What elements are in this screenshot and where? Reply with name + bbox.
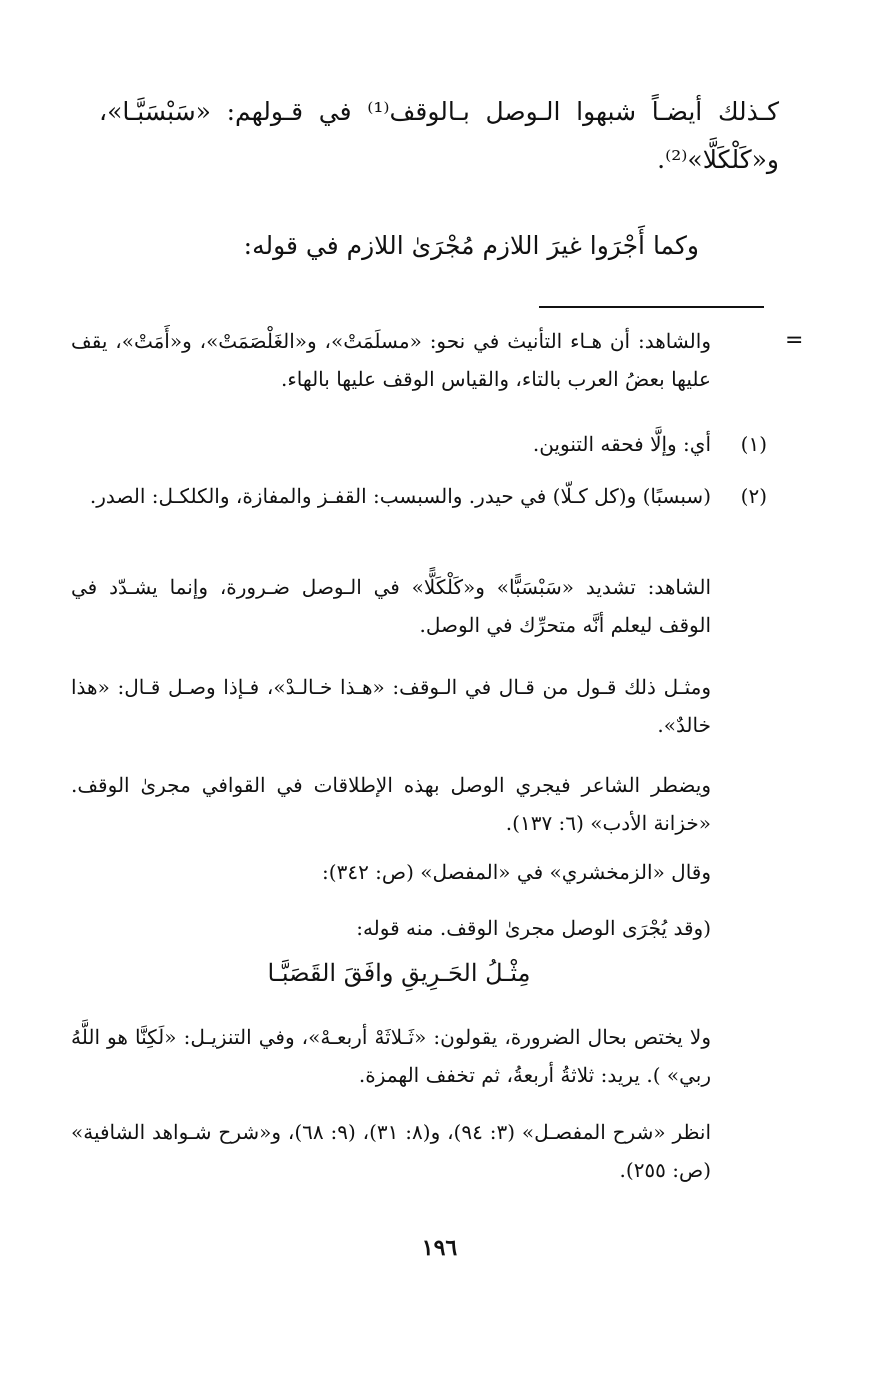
footnote-2-mithl: ومثـل ذلك قـول من قـال في الـوقف: «هـذا خـالـدْ»، فـإذا وصـل قـال: «هذا خالدٌ». <box>71 675 711 737</box>
footnote-separator <box>539 306 764 308</box>
footnote-1-text: أي: وإلَّا فحقه التنوين. <box>532 432 711 456</box>
footnote-2-la-yakhtass: ولا يختص بحال الضرورة، يقولون: «ثَـلاثَهْ أربعـهْ»، وفي التنزيـل: «لَكِنَّا هو اللَّهُ ربي» ). يريد: ثلاثةُ أربعةُ، ثم تخفف الهمزة. <box>71 1025 711 1087</box>
footnote-1-number: (١) <box>740 432 767 456</box>
footnote-shahid-previous: والشاهد: أن هـاء التأنيث في نحو: «مسلَمَتْ»، و«الغَلْصَمَتْ»، و«أَمَتْ»، يقف عليها بعضُ العرب بالتاء، والقياس الوقف عليها بالهاء. <box>71 329 711 391</box>
main-paragraph-2: وكما أَجْرَوا غيرَ اللازم مُجْرَىٰ اللازم في قوله: <box>243 231 699 260</box>
footnote-2-verse: مِثْـلُ الحَـرِيقِ وافَقَ القَصَبَّـا <box>267 959 531 987</box>
continuation-mark: = <box>785 328 804 353</box>
footnote-2-zamakhshari: وقال «الزمخشري» في «المفصل» (ص: ٣٤٢): <box>322 860 711 884</box>
page-number: ١٩٦ <box>421 1235 458 1261</box>
footnote-2-yadtar: ويضطر الشاعر فيجري الوصل بهذه الإطلاقات في القوافي مجرىٰ الوقف. «خزانة الأدب» (٦: ١٣٧). <box>71 773 711 835</box>
footnote-2-text: (سبسبًا) و(كل كـلّا) في حيدر. والسبسب: القفـز والمفازة، والكلكـل: الصدر. <box>89 484 711 508</box>
main-paragraph-1: كـذلك أيضـاً شبهوا الـوصل بـالوقف⁽¹⁾ في قـولهم: «سَبْسَبَّـا»، و«كَلْكَلَّا»⁽²⁾. <box>99 97 779 174</box>
footnote-2-shahid: الشاهد: تشديد «سَبْسَبًّا» و«كَلْكَلًّا» في الـوصل ضـرورة، وإنما يشـدّد في الوقف ليعلم أنَّه متحرِّك في الوصل. <box>71 575 711 637</box>
footnote-2-quote: (وقد يُجْرَى الوصل مجرىٰ الوقف. منه قوله: <box>356 916 711 940</box>
footnote-2-number: (٢) <box>740 484 767 508</box>
footnote-2-unzur: انظر «شرح المفصـل» (٣: ٩٤)، و(٨: ٣١)، (٩: ٦٨)، و«شرح شـواهد الشافية» (ص: ٢٥٥). <box>71 1120 712 1182</box>
